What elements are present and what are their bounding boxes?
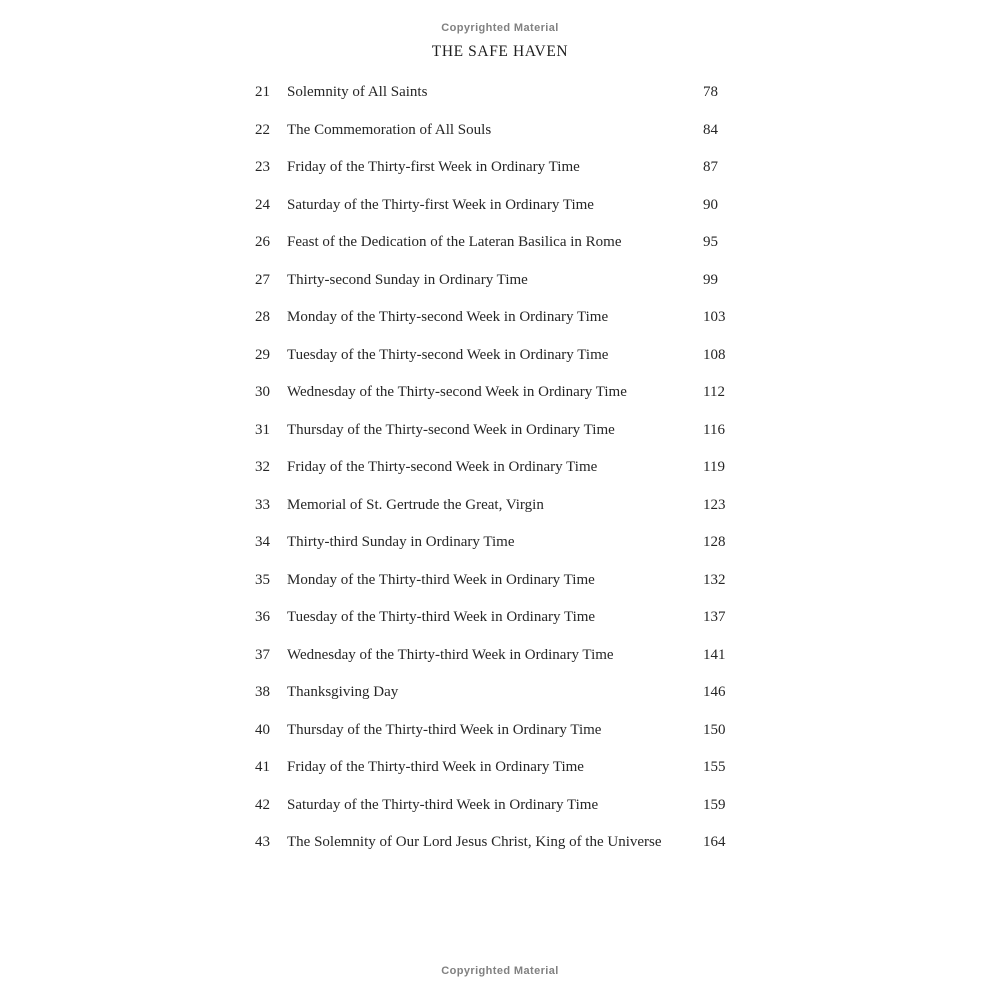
toc-entry-title: Monday of the Thirty-third Week in Ordinary Time bbox=[287, 571, 595, 588]
toc-entry-page-number: 78 bbox=[703, 84, 718, 100]
toc-entry-row bbox=[255, 607, 760, 628]
toc-entry-title: Memorial of St. Gertrude the Great, Virgin bbox=[287, 496, 544, 513]
toc-entry-number: 42 bbox=[255, 796, 270, 813]
toc-entry-title: Thursday of the Thirty-third Week in Ordinary Time bbox=[287, 721, 602, 738]
toc-entry-row bbox=[255, 307, 760, 328]
toc-entry-number: 24 bbox=[255, 196, 270, 213]
toc-entry-title: Tuesday of the Thirty-second Week in Ordinary Time bbox=[287, 346, 609, 363]
toc-entry-title: Wednesday of the Thirty-third Week in Ordinary Time bbox=[287, 646, 614, 663]
toc-entry-page-number: 141 bbox=[703, 646, 726, 663]
toc-entry-number: 21 bbox=[255, 84, 270, 100]
toc-entry-page-number: 108 bbox=[703, 346, 726, 363]
toc-entry-row bbox=[255, 495, 760, 516]
toc-entry-page-number: 137 bbox=[703, 609, 726, 625]
toc-entry-page-number: 87 bbox=[703, 159, 718, 175]
toc-entry-page-number: 128 bbox=[703, 534, 726, 550]
toc-entry-page-number: 90 bbox=[703, 196, 718, 213]
toc-entry-title: Saturday of the Thirty-third Week in Ordinary Time bbox=[287, 796, 599, 813]
toc-entry-number: 30 bbox=[255, 384, 270, 400]
toc-entry-page-number: 112 bbox=[703, 384, 725, 400]
toc-entry-row bbox=[255, 457, 760, 478]
toc-entry-number: 32 bbox=[255, 459, 270, 475]
toc-entry-row bbox=[255, 645, 760, 666]
toc-entry-row bbox=[255, 570, 760, 591]
toc-entry-number: 40 bbox=[255, 721, 270, 738]
toc-entry-title: Thanksgiving Day bbox=[287, 684, 399, 700]
toc-entry-page-number: 116 bbox=[703, 421, 725, 438]
toc-entry-row bbox=[255, 270, 760, 291]
toc-entry-page-number: 119 bbox=[703, 459, 725, 475]
toc-entry-page-number: 132 bbox=[703, 571, 726, 588]
toc-entry-title: Solemnity of All Saints bbox=[287, 84, 428, 100]
toc-entry-page-number: 103 bbox=[703, 309, 726, 325]
toc-entry-number: 27 bbox=[255, 271, 270, 288]
toc-entry-number: 23 bbox=[255, 159, 270, 175]
toc-entry-title: Thirty-third Sunday in Ordinary Time bbox=[287, 534, 515, 550]
toc-entry-row bbox=[255, 382, 760, 403]
toc-entry-row bbox=[255, 420, 760, 441]
toc-entry-number: 35 bbox=[255, 571, 270, 588]
toc-entry-page-number: 123 bbox=[703, 496, 726, 513]
toc-entry-row bbox=[255, 832, 760, 853]
toc-entry-title: Monday of the Thirty-second Week in Ordinary Time bbox=[287, 309, 609, 325]
toc-entry-number: 37 bbox=[255, 646, 270, 663]
toc-entry-number: 29 bbox=[255, 346, 270, 363]
toc-entry-row bbox=[255, 345, 760, 366]
toc-entry-number: 26 bbox=[255, 234, 270, 250]
toc-entry-page-number: 95 bbox=[703, 234, 718, 250]
toc-entry-number: 22 bbox=[255, 121, 270, 138]
table-of-contents bbox=[0, 82, 760, 853]
toc-entry-number: 38 bbox=[255, 684, 270, 700]
toc-entry-row bbox=[255, 757, 760, 778]
toc-entry-number: 36 bbox=[255, 609, 270, 625]
copyright-notice-top: Copyrighted Material bbox=[441, 22, 559, 34]
toc-entry-title: Feast of the Dedication of the Lateran Basilica in Rome bbox=[287, 234, 622, 250]
toc-entry-row bbox=[255, 120, 760, 141]
toc-entry-row bbox=[255, 795, 760, 816]
toc-entry-title: Friday of the Thirty-second Week in Ordinary Time bbox=[287, 459, 598, 475]
toc-entry-title: Thursday of the Thirty-second Week in Ordinary Time bbox=[287, 421, 615, 438]
toc-entry-row bbox=[255, 232, 760, 253]
toc-entry-page-number: 155 bbox=[703, 759, 726, 775]
toc-entry-page-number: 99 bbox=[703, 271, 718, 288]
toc-entry-number: 28 bbox=[255, 309, 270, 325]
toc-entry-row bbox=[255, 720, 760, 741]
toc-entry-number: 31 bbox=[255, 421, 270, 438]
toc-entry-title: Friday of the Thirty-third Week in Ordinary Time bbox=[287, 759, 584, 775]
toc-entry-page-number: 84 bbox=[703, 121, 718, 138]
toc-entry-row bbox=[255, 682, 760, 703]
toc-entry-page-number: 150 bbox=[703, 721, 726, 738]
toc-entry-title: Saturday of the Thirty-first Week in Ordinary Time bbox=[287, 196, 594, 213]
toc-entry-title: The Solemnity of Our Lord Jesus Christ, King of the Universe bbox=[287, 834, 662, 850]
toc-entry-number: 33 bbox=[255, 496, 270, 513]
toc-entry-number: 41 bbox=[255, 759, 270, 775]
toc-entry-row bbox=[255, 82, 760, 103]
toc-entry-title: Friday of the Thirty-first Week in Ordinary Time bbox=[287, 159, 580, 175]
book-title: THE SAFE HAVEN bbox=[431, 43, 569, 60]
toc-entry-page-number: 159 bbox=[703, 796, 726, 813]
toc-entry-title: Tuesday of the Thirty-third Week in Ordinary Time bbox=[287, 609, 596, 625]
toc-entry-page-number: 146 bbox=[703, 684, 726, 700]
toc-entry-title: Wednesday of the Thirty-second Week in Ordinary Time bbox=[287, 384, 627, 400]
toc-entry-title: The Commemoration of All Souls bbox=[287, 121, 492, 138]
toc-entry-number: 43 bbox=[255, 834, 270, 850]
toc-entry-page-number: 164 bbox=[703, 834, 726, 850]
copyright-notice-bottom: Copyrighted Material bbox=[441, 965, 559, 977]
toc-entry-row bbox=[255, 157, 760, 178]
toc-entry-row bbox=[255, 195, 760, 216]
toc-entry-row bbox=[255, 532, 760, 553]
toc-entry-number: 34 bbox=[255, 534, 270, 550]
toc-entry-title: Thirty-second Sunday in Ordinary Time bbox=[287, 271, 528, 288]
